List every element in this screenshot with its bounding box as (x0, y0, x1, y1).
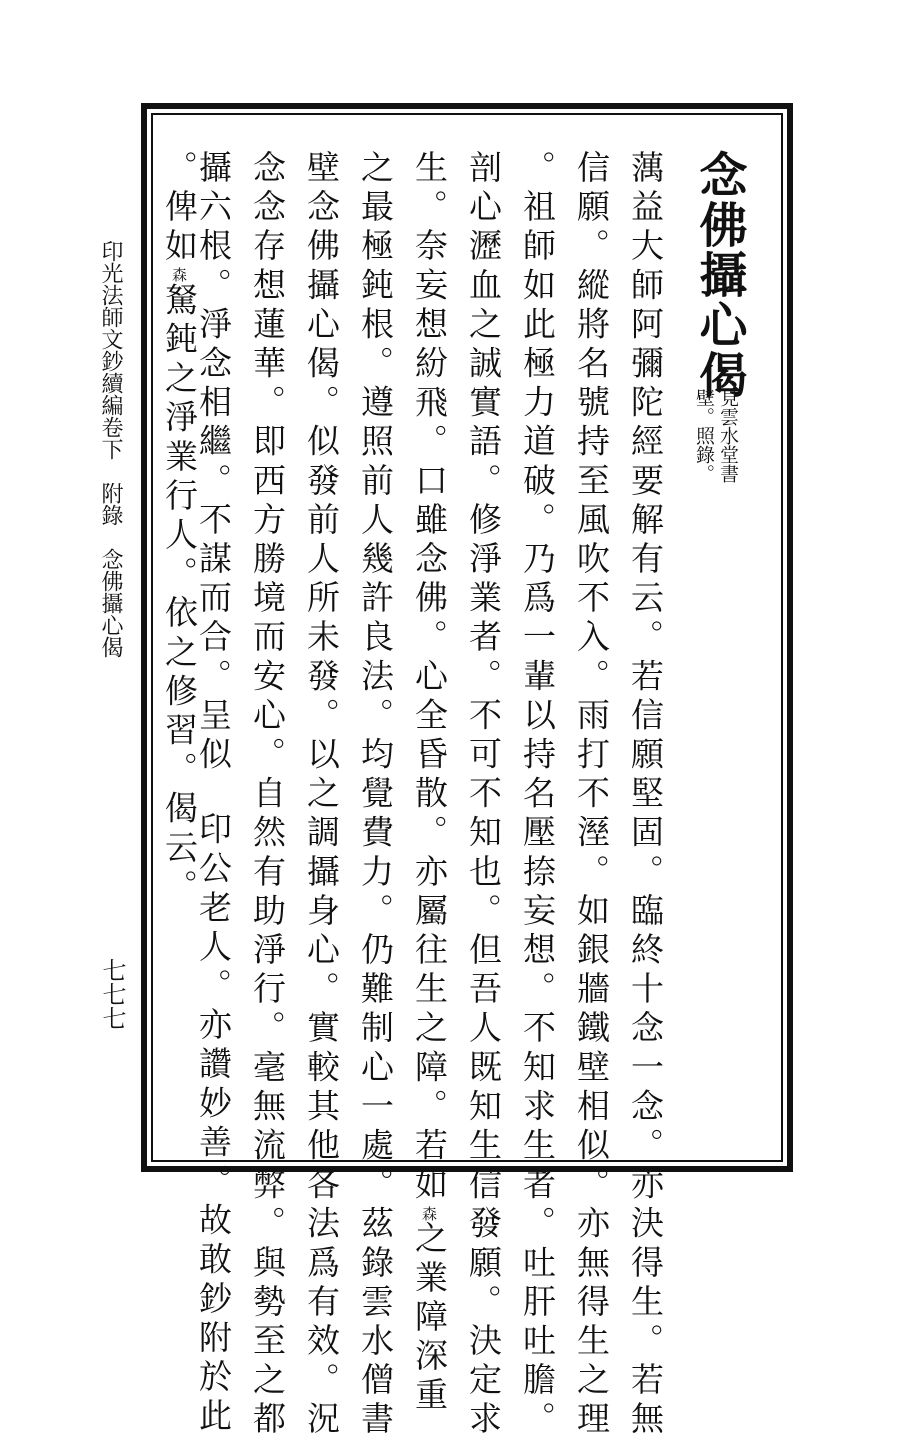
text-column-6 (356, 150, 395, 1440)
text-run: 蕅益大師阿彌陀經要解有云。若信願堅固。臨終十念一念。亦決得生。若無 (626, 150, 665, 1440)
text-run: 信願。縱將名號持至風吹不入。雨打不溼。如銀牆鐵壁相似。亦無得生之理 (572, 150, 611, 1440)
text-column-10 (160, 150, 199, 908)
text-column-4 (464, 150, 503, 1440)
running-header-section: 附錄 (98, 482, 123, 526)
text-run: 剖心瀝血之誠實語。修淨業者。不可不知也。但吾人既知生信發願。決定求 (464, 150, 503, 1440)
running-header-book: 印光法師文鈔續編卷下 (98, 240, 123, 460)
text-run: 。祖師如此極力道破。乃爲一輩以持名壓捺妄想。不知求生者。吐肝吐膽。 (518, 150, 557, 1440)
text-column-2 (572, 150, 611, 1440)
title-note-line-1: 見雲水堂書 (717, 388, 739, 483)
text-run: 壁念佛攝心偈。似發前人所未發。以之調攝身心。實較其他各法爲有效。況 (302, 150, 341, 1440)
text-run: 之業障深重 (410, 1220, 449, 1417)
text-column-7 (302, 150, 341, 1440)
inline-small-name: 森 (170, 267, 188, 283)
running-header-piece: 念佛攝心偈 (98, 548, 123, 658)
title-note-line-2: 壁。照錄。 (693, 388, 715, 483)
text-column-3 (518, 150, 557, 1440)
page-title: 念佛攝心偈 (691, 150, 747, 400)
text-run: 駑鈍之淨業行人。依之修習。偈云。 (160, 282, 199, 908)
inline-small-name: 森 (420, 1205, 438, 1221)
text-column-5 (410, 150, 449, 1417)
text-run: 印公老人。亦讚妙善。故敢鈔附於此 (194, 811, 233, 1438)
text-column-8 (248, 150, 287, 1440)
running-header (95, 240, 126, 658)
text-run: 。俾如 (160, 150, 199, 268)
text-run: 之最極鈍根。遵照前人幾許良法。均覺費力。仍難制心一處。茲錄雲水僧書 (356, 150, 395, 1440)
text-run: 生。奈妄想紛飛。口雖念佛。心全昏散。亦屬往生之障。若如 (410, 150, 449, 1206)
text-column-1 (626, 150, 665, 1440)
text-column-9 (194, 150, 233, 1438)
text-run: 念念存想蓮華。即西方勝境而安心。自然有助淨行。毫無流弊。與勢至之都 (248, 150, 287, 1440)
text-run: 攝六根。淨念相繼。不謀而合。呈似 (194, 150, 233, 776)
page-number: 七七七 (98, 958, 126, 1030)
